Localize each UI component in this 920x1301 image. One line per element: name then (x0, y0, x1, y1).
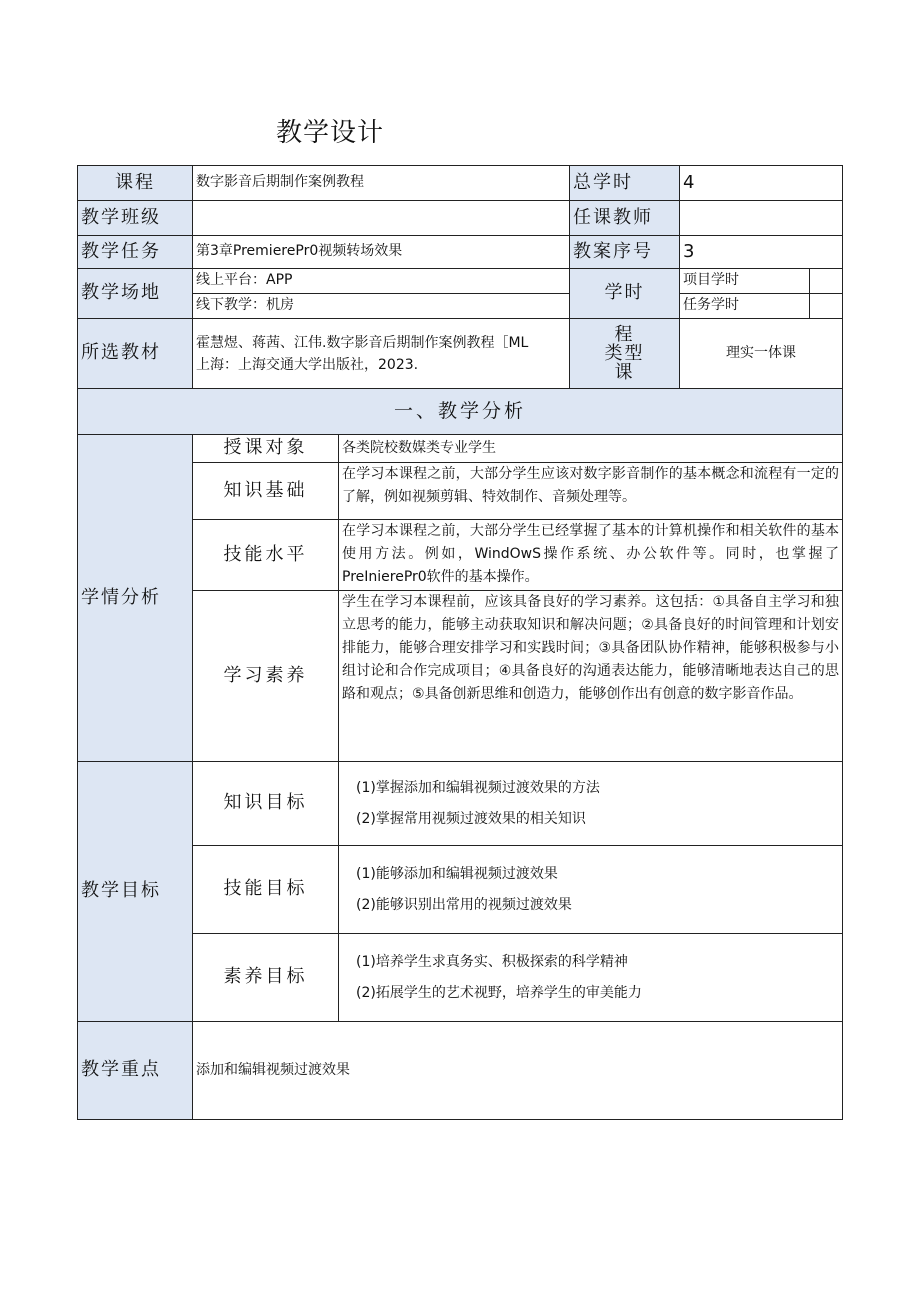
audience-label: 授课对象 (193, 435, 339, 463)
list-item: (2)掌握常用视频过渡效果的相关知识 (356, 810, 586, 827)
textbook-value (193, 319, 570, 389)
venue-offline: 线下教学：机房 (193, 294, 570, 319)
period-label: 学时 (570, 269, 680, 319)
course-type-value: 理实一体课 (680, 319, 843, 389)
course-value: 数字影音后期制作案例教程 (193, 166, 570, 201)
textbook-line-2: 上海：上海交通大学出版社，2023. (196, 356, 419, 373)
knowledge-objective-list (339, 762, 843, 846)
skill-objective-label: 技能目标 (193, 846, 339, 934)
venue-online: 线上平台：APP (193, 269, 570, 294)
keypoint-label: 教学重点 (78, 1022, 193, 1120)
task-value: 第3章PremierePr0视频转场效果 (193, 236, 570, 269)
seq-label: 教案序号 (570, 236, 680, 269)
lesson-plan-table (77, 165, 843, 1120)
seq-value: 3 (680, 236, 843, 269)
venue-label: 教学场地 (78, 269, 193, 319)
class-value (193, 201, 570, 236)
task-label: 教学任务 (78, 236, 193, 269)
class-label: 教学班级 (78, 201, 193, 236)
teacher-value (680, 201, 843, 236)
project-hours-value (810, 269, 843, 294)
learning-literacy-value: 学生在学习本课程前，应该具备良好的学习素养。这包括：①具备自主学习和独立思考的能力，能够主动获取知识和解决问题；②具备良好的时间管理和计划安排能力，能够合理安排学习和实践时间；③具备团队协作精神，能够积极参与小组讨论和合作完成项目；④具备良好的沟通表达能力，能够清晰地表达自己的思路和观点；⑤具备创新思维和创造力，能够创作出有创意的数字影音作品。 (339, 591, 843, 762)
keypoint-value: 添加和编辑视频过渡效果 (193, 1022, 843, 1120)
learning-literacy-label: 学习素养 (193, 591, 339, 762)
knowledge-base-value: 在学习本课程之前，大部分学生应该对数字影音制作的基本概念和流程有一定的了解，例如视频剪辑、特效制作、音频处理等。 (339, 463, 843, 520)
literacy-objective-list (339, 934, 843, 1022)
list-item: (2)能够识别出常用的视频过渡效果 (356, 896, 572, 913)
textbook-line-1: 霍慧煜、蒋茜、江伟.数字影音后期制作案例教程［ML (196, 334, 529, 351)
textbook-label: 所选教材 (78, 319, 193, 389)
skill-level-value: 在学习本课程之前，大部分学生已经掌握了基本的计算机操作和相关软件的基本使用方法。例如，WindOwS操作系统、办公软件等。同时，也掌握了PreInierePr0软件的基本操作。 (339, 520, 843, 591)
teacher-label: 任课教师 (570, 201, 680, 236)
hours-label: 总学时 (570, 166, 680, 201)
project-hours-label: 项目学时 (680, 269, 810, 294)
course-label: 课程 (78, 166, 193, 201)
objectives-group-label: 教学目标 (78, 762, 193, 1022)
analysis-section-title: 一、教学分析 (78, 389, 843, 435)
task-hours-label: 任务学时 (680, 294, 810, 319)
page-title: 教学设计 (276, 118, 385, 148)
course-type-label-2: 类型 (604, 343, 645, 364)
knowledge-objective-label: 知识目标 (193, 762, 339, 846)
literacy-objective-label: 素养目标 (193, 934, 339, 1022)
task-hours-value (810, 294, 843, 319)
list-item: (1)掌握添加和编辑视频过渡效果的方法 (356, 779, 600, 796)
hours-value: 4 (680, 166, 843, 201)
list-item: (2)拓展学生的艺术视野，培养学生的审美能力 (356, 984, 642, 1001)
course-type-label-1: 程 (614, 324, 635, 345)
audience-value: 各类院校数媒类专业学生 (339, 435, 843, 463)
knowledge-base-label: 知识基础 (193, 463, 339, 520)
analysis-group-label: 学情分析 (78, 435, 193, 762)
course-type-label-3: 课 (614, 362, 635, 383)
course-type-label (570, 319, 680, 389)
list-item: (1)培养学生求真务实、积极探索的科学精神 (356, 953, 628, 970)
skill-objective-list (339, 846, 843, 934)
skill-level-label: 技能水平 (193, 520, 339, 591)
list-item: (1)能够添加和编辑视频过渡效果 (356, 865, 558, 882)
